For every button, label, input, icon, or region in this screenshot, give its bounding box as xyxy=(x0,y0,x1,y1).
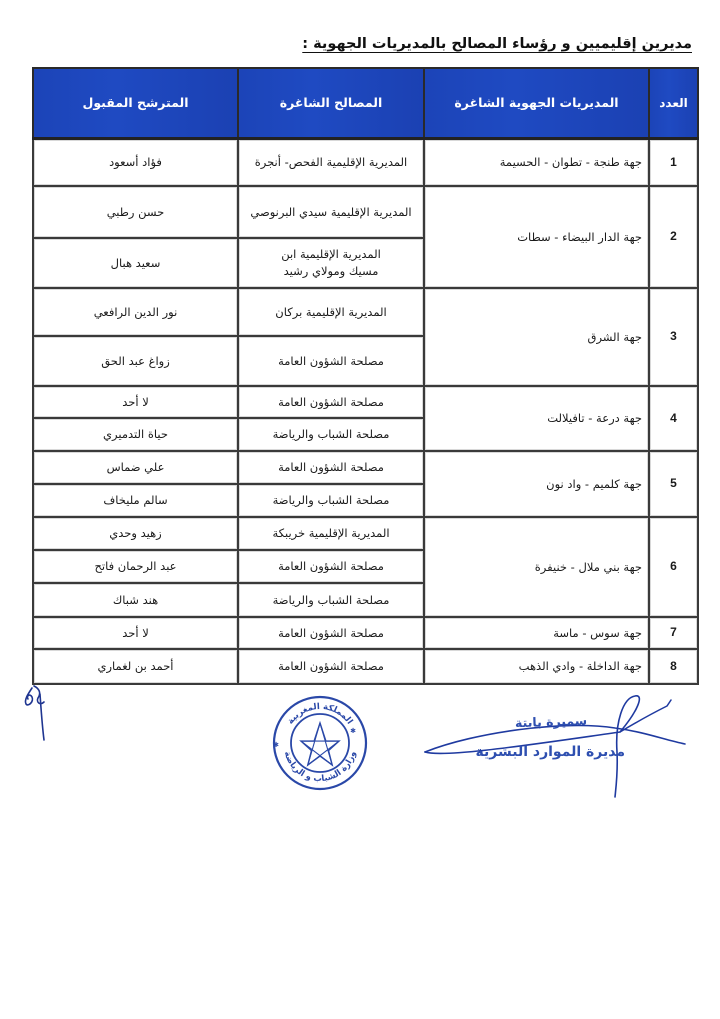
row-number: 3 xyxy=(649,288,698,386)
stamp-star-left-icon: ✱ xyxy=(273,741,279,749)
region-directorate: جهة طنجة - تطوان - الحسيمة xyxy=(424,138,649,186)
signature-block xyxy=(415,692,705,802)
accepted-candidate: نور الدين الرافعي xyxy=(33,288,238,336)
row-number: 8 xyxy=(649,649,698,684)
table-row xyxy=(33,288,698,336)
accepted-candidate: سعيد هبال xyxy=(33,238,238,288)
region-directorate: جهة الدار البيضاء - سطات xyxy=(424,186,649,288)
row-number: 5 xyxy=(649,451,698,517)
table-row xyxy=(33,386,698,418)
stamp-bottom-text: وزارة الشباب و الرياضة xyxy=(281,750,359,785)
region-directorate: جهة بني ملال - خنيفرة xyxy=(424,517,649,617)
table-row xyxy=(33,451,698,484)
row-number: 7 xyxy=(649,617,698,649)
vacant-service: مصلحة الشؤون العامة xyxy=(238,336,424,386)
table-row xyxy=(33,617,698,649)
accepted-candidate: لا أحد xyxy=(33,386,238,418)
header-number: العدد xyxy=(649,68,698,138)
vacant-service: مصلحة الشؤون العامة xyxy=(238,649,424,684)
accepted-candidate: عبد الرحمان فاتح xyxy=(33,550,238,583)
accepted-candidate: زواغ عبد الحق xyxy=(33,336,238,386)
row-number: 4 xyxy=(649,386,698,451)
header-directorate: المديريات الجهوية الشاغرة xyxy=(424,68,649,138)
accepted-candidate: فؤاد أسعود xyxy=(33,138,238,186)
stamp-star-right-icon: ✱ xyxy=(350,727,356,735)
table-header-row xyxy=(33,68,698,138)
table-row xyxy=(33,649,698,684)
vacant-service: مصلحة الشؤون العامة xyxy=(238,386,424,418)
signatory-title: مديرة الموارد البشرية xyxy=(475,744,625,760)
vacant-service: المديرية الإقليمية ابن مسيك ومولاي رشيد xyxy=(238,238,424,288)
vacant-service: مصلحة الشباب والرياضة xyxy=(238,583,424,617)
official-stamp xyxy=(270,693,370,793)
header-candidate: المترشح المقبول xyxy=(33,68,238,138)
vacant-service: المديرية الإقليمية سيدي البرنوصي xyxy=(238,186,424,238)
accepted-candidate: لا أحد xyxy=(33,617,238,649)
region-directorate: جهة الداخلة - وادي الذهب xyxy=(424,649,649,684)
table-row xyxy=(33,517,698,550)
appointments-table xyxy=(32,67,699,685)
accepted-candidate: حياة التدميري xyxy=(33,418,238,451)
row-number: 2 xyxy=(649,186,698,288)
vacant-service: مصلحة الشؤون العامة xyxy=(238,617,424,649)
table-row xyxy=(33,138,698,186)
vacant-service: المديرية الإقليمية الفحص- أنجرة xyxy=(238,138,424,186)
region-directorate: جهة كلميم - واد نون xyxy=(424,451,649,517)
vacant-service: المديرية الإقليمية بركان xyxy=(238,288,424,336)
region-directorate: جهة الشرق xyxy=(424,288,649,386)
accepted-candidate: زهيد وحدي xyxy=(33,517,238,550)
accepted-candidate: هند شباك xyxy=(33,583,238,617)
vacant-service: مصلحة الشؤون العامة xyxy=(238,550,424,583)
signatory-name: سميرة بايتة xyxy=(514,712,588,731)
vacant-service: مصلحة الشباب والرياضة xyxy=(238,418,424,451)
accepted-candidate: أحمد بن لغماري xyxy=(33,649,238,684)
accepted-candidate: حسن رطبي xyxy=(33,186,238,238)
vacant-service: مصلحة الشباب والرياضة xyxy=(238,484,424,517)
header-service: المصالح الشاغرة xyxy=(238,68,424,138)
region-directorate: جهة سوس - ماسة xyxy=(424,617,649,649)
pentagram-star-icon xyxy=(301,723,339,765)
stamp-top-text: المملكة المغربية xyxy=(285,701,355,727)
initials-mark-icon xyxy=(18,684,58,744)
vacant-service: المديرية الإقليمية خريبكة xyxy=(238,517,424,550)
accepted-candidate: علي ضماس xyxy=(33,451,238,484)
row-number: 6 xyxy=(649,517,698,617)
region-directorate: جهة درعة - تافيلالت xyxy=(424,386,649,451)
vacant-service: مصلحة الشؤون العامة xyxy=(238,451,424,484)
table-row xyxy=(33,186,698,238)
row-number: 1 xyxy=(649,138,698,186)
page-title: مديرين إقليميين و رؤساء المصالح بالمديريات الجهوية : xyxy=(302,36,692,52)
accepted-candidate: سالم مليخاف xyxy=(33,484,238,517)
